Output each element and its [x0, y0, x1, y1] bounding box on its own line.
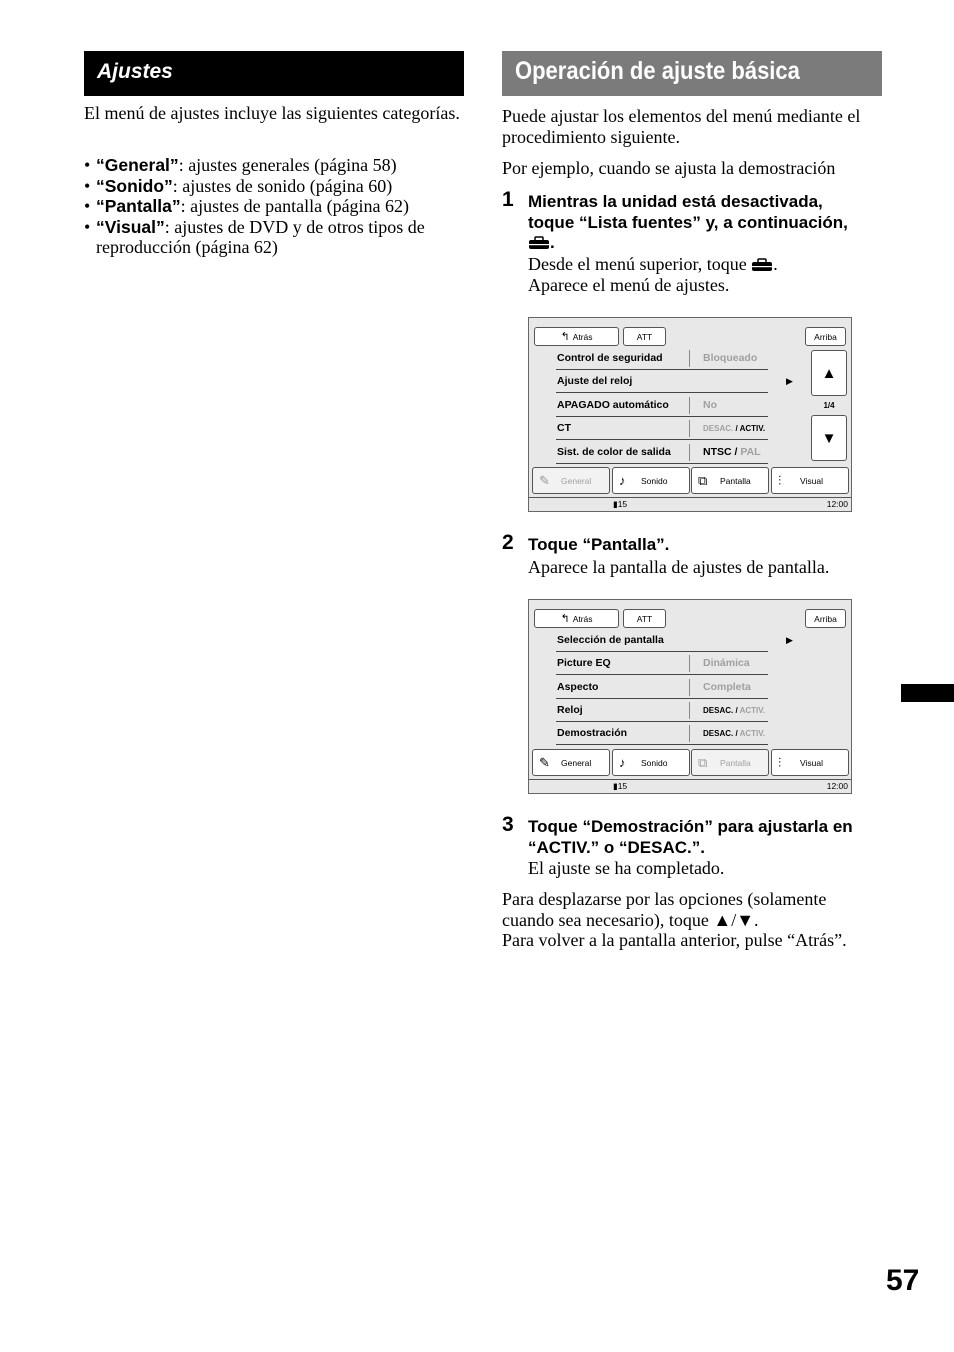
step-number: 2 — [502, 531, 514, 554]
page-number: 57 — [886, 1264, 920, 1297]
back-button[interactable]: ↰ Atrás — [534, 609, 619, 628]
step-number: 3 — [502, 813, 514, 836]
scroll-up-button[interactable] — [811, 350, 847, 396]
submenu-arrow-icon: ▶ — [786, 376, 793, 386]
settings-screen-pantalla — [528, 599, 852, 794]
down-arrow-icon: ▼ — [821, 429, 837, 447]
setting-row[interactable]: Reloj DESAC. / ACTIV. — [556, 700, 768, 722]
status-bar — [529, 779, 851, 793]
intro-paragraph: El menú de ajustes incluye las siguientes categorías. — [84, 103, 460, 123]
music-note-icon: ♪ — [619, 473, 626, 488]
step-title: Toque “Demostración” para ajustarla en “ACTIV.” o “DESAC.”. — [528, 817, 853, 857]
setting-row[interactable]: Sist. de color de salida NTSC / PAL — [556, 442, 768, 464]
equalizer-icon: ⫶ — [778, 473, 782, 488]
volume-indicator: ▮15 — [613, 499, 628, 509]
section-title: Ajustes — [97, 60, 173, 83]
tab-sonido[interactable]: ♪ Sonido — [612, 467, 690, 494]
intro-paragraph: Puede ajustar los elementos del menú mediante el procedimiento siguiente. — [502, 106, 861, 147]
back-arrow-icon: ↰ — [560, 613, 570, 625]
att-button[interactable]: ATT — [623, 609, 666, 628]
setting-row[interactable]: APAGADO automático No — [556, 395, 768, 417]
clock: 12:00 — [826, 781, 848, 791]
tab-pantalla[interactable]: ⧉ Pantalla — [691, 749, 769, 776]
setting-row[interactable]: Aspecto Completa — [556, 677, 768, 699]
status-bar — [529, 497, 851, 511]
section-header-operacion — [502, 51, 882, 96]
list-item: • “Visual”: ajustes de DVD y de otros tipos de reproducción (página 62) — [84, 217, 474, 258]
scroll-note: Para desplazarse por las opciones (solamente cuando sea necesario), toque ▲/▼. — [502, 889, 827, 930]
setting-row[interactable]: CT DESAC. / ACTIV. — [556, 418, 768, 440]
volume-indicator: ▮15 — [613, 781, 628, 791]
setting-row[interactable]: Control de seguridad Bloqueado — [556, 348, 768, 370]
clock: 12:00 — [826, 499, 848, 509]
step-body: Desde el menú superior, toque . Aparece el menú de ajustes. — [528, 254, 778, 295]
back-note: Para volver a la pantalla anterior, pulse “Atrás”. — [502, 930, 847, 950]
tab-visual[interactable]: ⫶ Visual — [771, 749, 849, 776]
step-title: Mientras la unidad está desactivada, toque “Lista fuentes” y, a continuación, . — [528, 192, 848, 252]
toolbox-icon — [751, 258, 773, 272]
list-item: • “General”: ajustes generales (página 58) — [84, 155, 474, 176]
settings-screen-general — [528, 317, 852, 512]
list-item: • “Pantalla”: ajustes de pantalla (página 62) — [84, 196, 474, 217]
tab-visual[interactable]: ⫶ Visual — [771, 467, 849, 494]
step-body: Aparece la pantalla de ajustes de pantalla. — [528, 557, 830, 577]
page-indicator: 1/4 — [823, 401, 835, 410]
list-item: • “Sonido”: ajustes de sonido (página 60) — [84, 176, 474, 197]
screen-icon: ⧉ — [698, 755, 708, 770]
example-line: Por ejemplo, cuando se ajusta la demostración — [502, 158, 836, 178]
volume-icon: ▮ — [613, 781, 618, 791]
screen-icon: ⧉ — [698, 473, 708, 488]
setting-row[interactable]: Ajuste del reloj — [556, 371, 768, 393]
att-button[interactable]: ATT — [623, 327, 666, 346]
tab-general[interactable]: ✎ General — [532, 749, 610, 776]
step-body: El ajuste se ha completado. — [528, 858, 725, 878]
tab-pantalla[interactable]: ⧉ Pantalla — [691, 467, 769, 494]
section-tab-marker — [901, 684, 954, 702]
tab-sonido[interactable]: ♪ Sonido — [612, 749, 690, 776]
wrench-icon: ✎ — [539, 473, 550, 488]
volume-icon: ▮ — [613, 499, 618, 509]
setting-row[interactable]: Demostración DESAC. / ACTIV. — [556, 723, 768, 745]
step-title: Toque “Pantalla”. — [528, 535, 670, 554]
up-arrow-icon: ▲ — [821, 364, 837, 382]
wrench-icon: ✎ — [539, 755, 550, 770]
scroll-down-button[interactable] — [811, 415, 847, 461]
step-number: 1 — [502, 188, 514, 211]
section-header-ajustes — [84, 51, 464, 96]
category-list — [84, 155, 474, 258]
back-button[interactable]: ↰ Atrás — [534, 327, 619, 346]
toolbox-icon — [528, 236, 550, 250]
equalizer-icon: ⫶ — [778, 755, 782, 770]
setting-row[interactable]: Picture EQ Dinámica — [556, 653, 768, 675]
music-note-icon: ♪ — [619, 755, 626, 770]
submenu-arrow-icon: ▶ — [786, 635, 793, 645]
setting-row[interactable]: Selección de pantalla — [556, 630, 768, 652]
section-title: Operación de ajuste básica — [515, 57, 800, 85]
top-button[interactable]: Arriba — [805, 609, 846, 628]
back-arrow-icon: ↰ — [560, 331, 570, 343]
top-button[interactable]: Arriba — [805, 327, 846, 346]
tab-general[interactable]: ✎ General — [532, 467, 610, 494]
